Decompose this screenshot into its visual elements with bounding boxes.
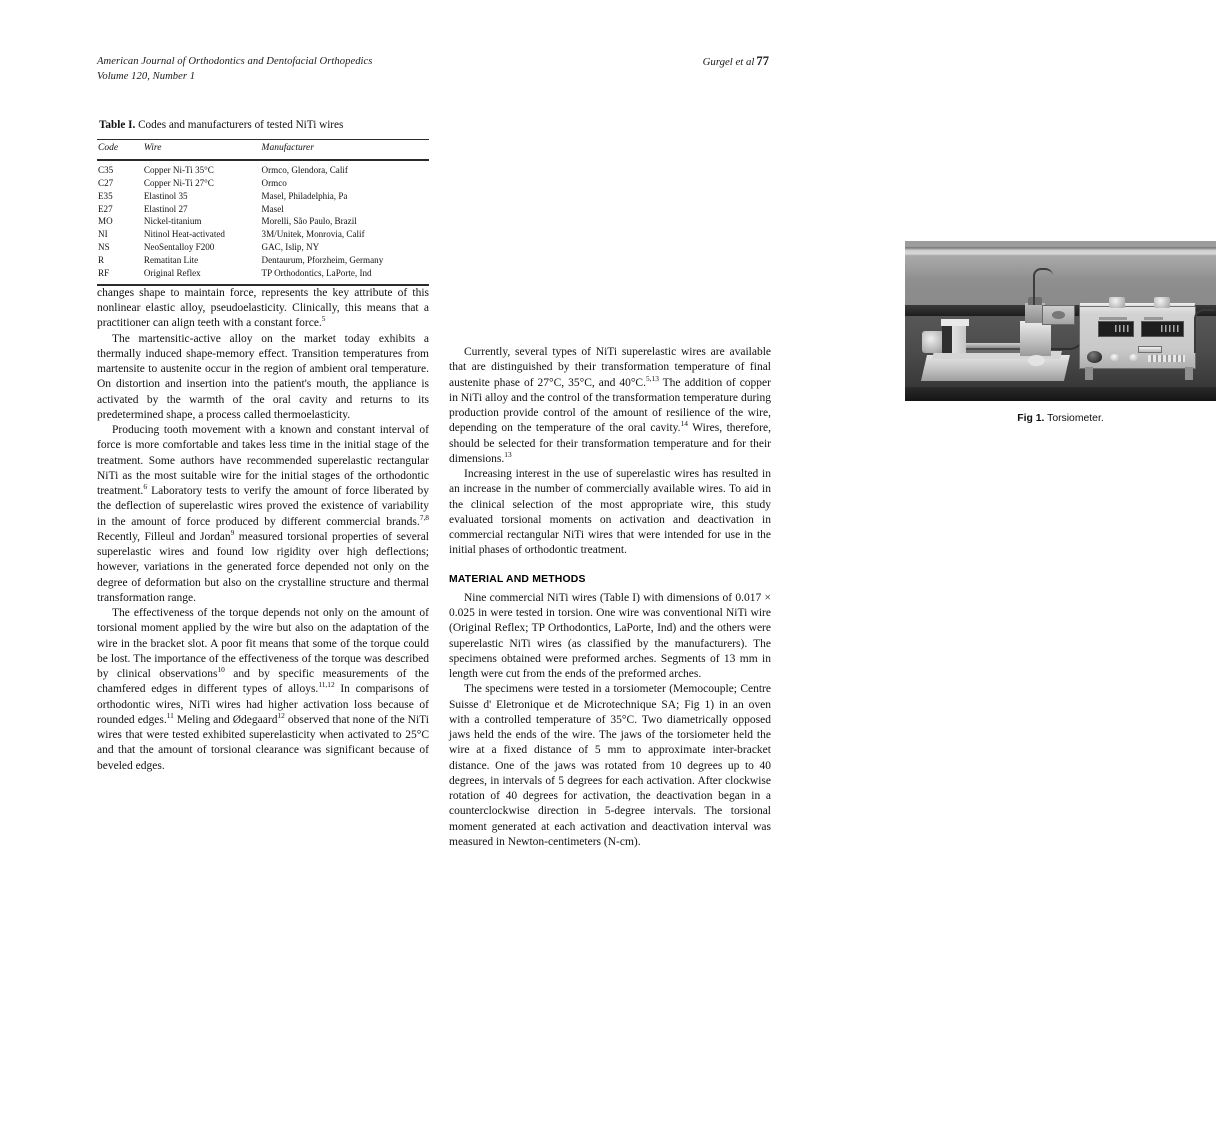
figure-caption: [905, 412, 1216, 425]
table-header-row: [97, 140, 429, 160]
photo-foreground-shadow: [905, 387, 1216, 401]
table-body: [97, 160, 429, 285]
cell-manufacturer: Ormco, Glendora, Calif: [261, 164, 348, 175]
cell-wire: Copper Ni-Ti 27°C: [143, 177, 214, 188]
apparatus-cable: [1033, 268, 1054, 305]
instrument-slider: [1138, 346, 1162, 353]
instrument-terminal-right: [1154, 297, 1170, 308]
left-column-body: [97, 286, 429, 774]
section-heading: MATERIAL AND METHODS: [449, 573, 586, 585]
volume-issue: Volume 120, Number 1: [97, 71, 196, 82]
instrument-terminal-left: [1109, 297, 1125, 308]
figure-caption-text: Torsiometer.: [1047, 413, 1104, 424]
cell-code: R: [98, 255, 105, 266]
reference-marker: 13: [504, 449, 512, 459]
cell-code: NS: [98, 242, 110, 253]
cell-code: NI: [98, 229, 108, 240]
cell-code: E35: [98, 190, 113, 201]
display-digits-left: [1115, 325, 1130, 332]
cell-manufacturer: 3M/Unitek, Monrovia, Calif: [261, 229, 365, 240]
reference-marker: 12: [277, 711, 285, 721]
cell-wire: Copper Ni-Ti 35°C: [143, 164, 214, 175]
cell-wire: Rematitan Lite: [143, 255, 199, 266]
apparatus-left-jaw-block: [942, 323, 965, 353]
cell-wire: Elastinol 27: [143, 203, 188, 214]
right-column-body: [449, 345, 771, 850]
cell-code: C35: [98, 164, 114, 175]
apparatus-left-jaw-cap: [941, 319, 969, 325]
cell-wire: Nitinol Heat-activated: [143, 229, 225, 240]
torsiometer-photo: [905, 241, 1216, 401]
body-paragraph: Currently, several types of NiTi superelastic wires are available that are distinguished by their transformation temperature of final austenite phase of 27°C, 35°C, and 40°C.$^{5,13}$ The addition of copper in NiTi alloy and the control of the transformation temperature during production provide control of the amount of resilience of the wire, depending on the temperature of the oral cavity.$^{14}$ Wires, therefore, should be selected for their transformation temperature and for their dimensions.$^{13}$: [449, 346, 771, 465]
reference-marker: 6: [143, 482, 148, 492]
running-head-authors-page: [703, 54, 769, 70]
table-row: [97, 229, 429, 242]
reference-marker: 10: [217, 665, 225, 675]
column-header-manufacturer: Manufacturer: [261, 143, 314, 153]
right-column: [449, 118, 1104, 850]
column-header-code: Code: [98, 143, 119, 153]
table-block: [97, 118, 429, 286]
left-column: [97, 118, 429, 774]
table-label: Table I.: [99, 119, 136, 131]
figure-block: [905, 241, 1216, 425]
table-row: [97, 203, 429, 216]
instrument-power-knob: [1087, 351, 1103, 363]
instrument-display-left: [1098, 321, 1134, 337]
reference-marker: 11: [166, 711, 174, 721]
body-paragraph: Nine commercial NiTi wires (Table I) with dimensions of 0.017 × 0.025 in were tested in torsion. One wire was conventional NiTi wire (Original Reflex; TP Orthodontics, LaPorte, Ind) and the others were superelastic NiTi wires (as classified by the manufacturers). The specimens obtained were preformed arches. Segments of 13 mm in length were cut from the ends of the preformed arches.: [449, 591, 771, 680]
figure-label: Fig 1.: [1017, 413, 1045, 424]
reference-marker: 7,8: [419, 512, 429, 522]
instrument-knob-2: [1129, 354, 1139, 361]
display-digits-right: [1161, 325, 1179, 332]
cell-code: E27: [98, 203, 113, 214]
table-head: [97, 140, 429, 160]
wire-table: [97, 139, 429, 286]
cell-code: RF: [98, 268, 110, 279]
cell-code: MO: [98, 216, 113, 227]
journal-title: American Journal of Orthodontics and Dentofacial Orthopedics: [97, 56, 373, 67]
cell-wire: Elastinol 35: [143, 190, 188, 201]
table-row: [97, 177, 429, 190]
reference-marker: 5,13: [645, 373, 659, 383]
apparatus-carriage: [1020, 321, 1051, 356]
body-paragraph: The specimens were tested in a torsiometer (Memocouple; Centre Suisse d' Eletronique et de Microtechnique SA; Fig 1) in an oven with a controlled temperature of 35°C. Two diametrically opposed jaws held the ends of the wire. The jaws of the torsiometer held the wire at a fixed distance of 5 mm to approximate inter-bracket distance. One of the jaws was rotated from 10 degrees up to 40 degrees, in intervals of 5 degrees for each activation. After clockwise rotation of 40 degrees for activation, the deactivation began in a counterclockwise direction in 5-degree intervals. The torsional moment generated at each activation and deactivation interval was measured in Newton-centimeters (N-cm).: [449, 683, 771, 848]
cell-code: C27: [98, 177, 114, 188]
instrument-knob-1: [1110, 354, 1120, 361]
cell-wire: NeoSentalloy F200: [143, 242, 215, 253]
table-row: [97, 216, 429, 229]
body-paragraph: The effectiveness of the torque depends not only on the amount of torsional moment applied by the wire but also on the adaptation of the wire in the bracket slot. A poor fit means that some of the torque could be lost. The importance of the effectiveness of the torque was described by clinical observations$^{10}$ and by specific measurements of the chamfered edges in different types of alloys.$^{11,12}$ In comparisons of orthodontic wires, NiTi wires had higher activation loss because of rounded edges.$^{11}$ Meling and Ødegaard$^{12}$ observed that none of the NiTi wires that were tested exhibited superelasticity when activated to 25°C and that the amount of torsional clearance was significant because of beveled edges.: [97, 607, 430, 772]
table-row: [97, 190, 429, 203]
instrument-leg-left: [1085, 367, 1093, 380]
cell-manufacturer: Morelli, São Paulo, Brazil: [261, 216, 357, 227]
instrument-button-row: [1148, 355, 1185, 361]
body-paragraph: The martensitic-active alloy on the market today exhibits a thermally induced shape-memory effect. Transition temperatures from martensite to austenite occur in the region of ambient oral temperature. On distortion and insertion into the patient's mouth, the appliance is activated by the warmth of the oral cavity and returns to its predetermined shape, a process called thermoelasticity.: [97, 332, 429, 421]
cell-manufacturer: Ormco: [261, 177, 287, 188]
table-caption-text: Codes and manufacturers of tested NiTi wires: [138, 119, 344, 131]
table-row: [97, 242, 429, 255]
cell-manufacturer: TP Orthodontics, LaPorte, Ind: [261, 268, 372, 279]
table-row: [97, 268, 429, 285]
running-head-journal: [97, 54, 577, 84]
instrument-display-right: [1141, 321, 1183, 337]
running-head: [97, 54, 769, 88]
body-paragraph: Producing tooth movement with a known and constant interval of force is more comfortable and takes less time in the initial stage of the treatment. Some authors have recommended superelastic rectangular NiTi as the most suitable wire for the initial stages of the orthodontic treatment.$^6$ Laboratory tests to verify the amount of force liberated by the deflection of superelastic wires proved the existence of variability in the amount of force produced by different commercial brands.$^{7,8}$ Recently, Filleul and Jordan$^9$ measured torsional properties of several superelastic wires and found low rigidity over high deflections; however, variations in the generated force depended not only on the degree of deformation but also on the crystalline structure and thermal transformation range.: [97, 424, 430, 604]
table-caption: [99, 118, 429, 132]
body-paragraph: Increasing interest in the use of superelastic wires has resulted in an increase in the number of commercially available wires. To aid in the clinical selection of the most appropriate wire, this study evaluated torsional moments on activation and deactivation in commercial rectangular NiTi wires that were intended for use in the initial phases of orthodontic treatment.: [449, 468, 771, 557]
table-row: [97, 255, 429, 268]
cell-manufacturer: Masel, Philadelphia, Pa: [261, 190, 348, 201]
cell-manufacturer: Dentaurum, Pforzheim, Germany: [261, 255, 384, 266]
cell-wire: Nickel-titanium: [143, 216, 202, 227]
reference-marker: 9: [230, 528, 235, 538]
column-header-wire: Wire: [143, 143, 162, 153]
cell-manufacturer: Masel: [261, 203, 284, 214]
table-row: [97, 160, 429, 177]
instrument-leg-right: [1185, 367, 1193, 380]
reference-marker: 11,12: [318, 680, 335, 690]
instrument-rear-cable: [1194, 309, 1215, 353]
cell-wire: Original Reflex: [143, 268, 201, 279]
reference-marker: 14: [680, 419, 688, 429]
page-number: 77: [756, 54, 769, 68]
apparatus-foot: [1028, 355, 1045, 366]
body-paragraph: changes shape to maintain force, represents the key attribute of this nonlinear elastic alloy, pseudoelasticity. Clinically, this means that a practitioner can align teeth with a constant force.$^5$: [97, 286, 429, 330]
reference-marker: 5: [321, 314, 326, 324]
cell-manufacturer: GAC, Islip, NY: [261, 242, 320, 253]
authors-short: Gurgel et al: [702, 56, 755, 68]
